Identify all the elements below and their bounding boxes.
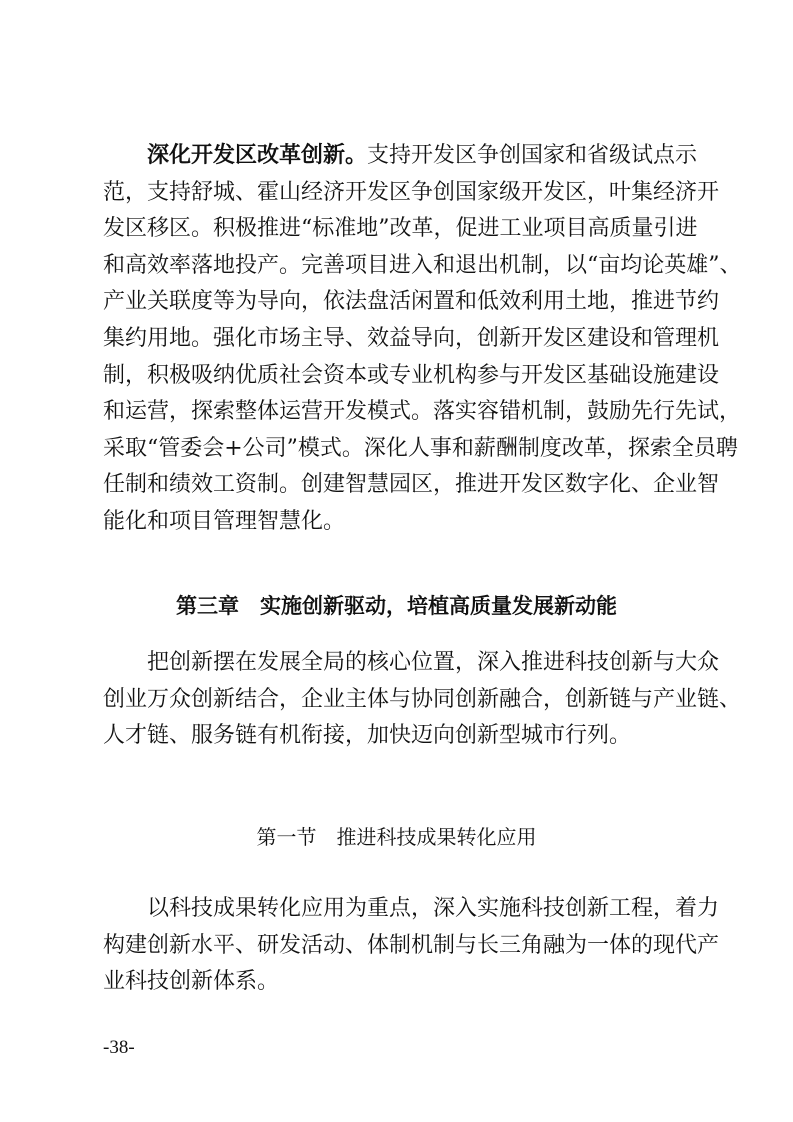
paragraph-line: 创业万众创新结合，企业主体与协同创新融合，创新链与产业链、: [103, 686, 742, 712]
paragraph-line-text: 支持开发区争创国家和省级试点示: [367, 143, 698, 168]
paragraph-line: 业科技创新体系。: [103, 969, 280, 995]
paragraph-line: 以科技成果转化应用为重点，深入实施科技创新工程，着力: [147, 896, 720, 921]
paragraph-development-zone-reform: [103, 138, 742, 541]
paragraph-line: 制，积极吸纳优质社会资本或专业机构参与开发区基础设施建设: [103, 362, 720, 388]
paragraph-line: 和高效率落地投产。完善项目进入和退出机制，以“亩均论英雄”、: [103, 252, 742, 278]
paragraph-innovation-intro: [103, 645, 742, 755]
paragraph-line: 发区移区。积极推进“标准地”改革，促进工业项目高质量引进: [103, 216, 698, 242]
paragraph-line: 构建创新水平、研发活动、体制机制与长三角融为一体的现代产: [103, 932, 720, 958]
section-heading: 第一节 推进科技成果转化应用: [256, 825, 537, 849]
paragraph-line: 产业关联度等为导向，依法盘活闲置和低效利用土地，推进节约: [103, 289, 720, 315]
paragraph-line: 采取“管委会+公司”模式。深化人事和薪酬制度改革，探索全员聘: [103, 435, 738, 461]
paragraph-line: 范，支持舒城、霍山经济开发区争创国家级开发区，叶集经济开: [103, 179, 720, 205]
paragraph-line: 集约用地。强化市场主导、效益导向，创新开发区建设和管理机: [103, 325, 720, 351]
paragraph-line: 能化和项目管理智慧化。: [103, 508, 346, 534]
paragraph-line: 任制和绩效工资制。创建智慧园区，推进开发区数字化、企业智: [103, 472, 720, 498]
paragraph-line: 把创新摆在发展全局的核心位置，深入推进科技创新与大众: [147, 650, 720, 675]
chapter-heading: 第三章 实施创新驱动，培植高质量发展新动能: [176, 594, 617, 618]
paragraph-line: [103, 138, 703, 175]
paragraph-tech-transfer: [103, 891, 720, 1001]
paragraph-lead-heading: 深化开发区改革创新。: [147, 143, 368, 168]
paragraph-line: 人才链、服务链有机衔接，加快迈向创新型城市行列。: [103, 723, 632, 749]
page-number: -38-: [103, 1037, 135, 1058]
paragraph-line: 和运营，探索整体运营开发模式。落实容错机制，鼓励先行先试，: [103, 399, 742, 425]
